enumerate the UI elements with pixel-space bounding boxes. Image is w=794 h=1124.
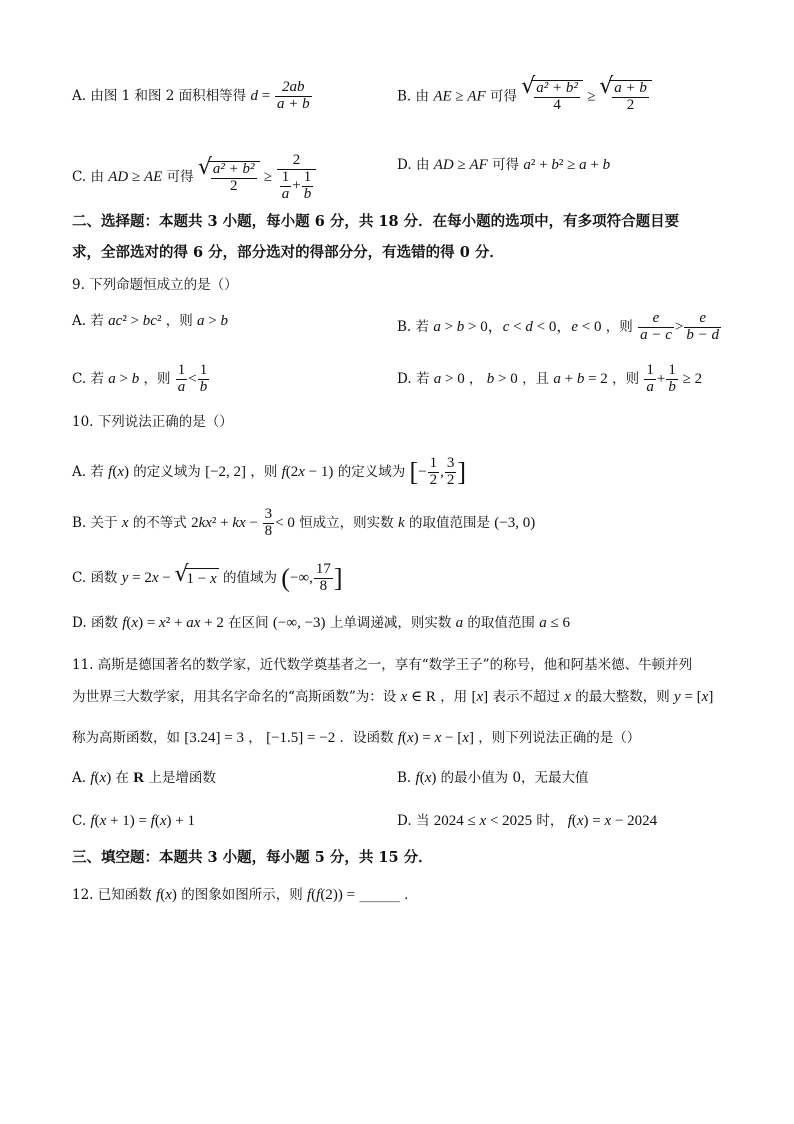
q11-option-d[interactable]: D. 当 2024 ≤ x < 2025 时， f(x) = x − 2024 xyxy=(397,813,658,829)
q8-option-c[interactable]: C. 由 AD ≥ AE 可得 √ $\frac{\text{a² + b²}}{2}$ ≥ 2 $\frac{1}{a}$ + $\frac{1}{b}$ xyxy=(72,153,317,202)
section-2-heading-line-1: 二、选择题：本题共 3 小题，每小题 6 分，共 18 分．在每小题的选项中，有多项符合题目要 xyxy=(72,213,680,230)
section-2-heading-line-2: 求，全部选对的得 6 分，部分选对的得部分分，有选错的得 0 分． xyxy=(72,244,504,261)
q11-stem-line-2: 为世界三大数学家，用其名字命名的“高斯函数”为：设 x ∈ R ，用 [x] 表示不超过 x 的最大整数，则 y = [x] xyxy=(72,689,714,705)
q11-option-a[interactable]: A. f(x) 在 R 上是增函数 xyxy=(72,770,216,786)
q8-option-b[interactable]: B. 由 AE ≥ AF 可得 √ $\frac{\text{a² + b²}}{4}$ ≥ √ $\frac{a + b}{2}$ xyxy=(397,80,652,114)
q11-stem-line-1: 11. 高斯是德国著名的数学家，近代数学奠基者之一，享有“数学王子”的称号，他和阿基米德、牛顿并列 xyxy=(72,657,693,673)
q8-option-d[interactable]: D. 由 AD ≥ AF 可得 a² + b² ≥ a + b xyxy=(397,157,611,173)
q9-stem: 9. 下列命题恒成立的是（） xyxy=(72,277,238,293)
q10-option-d[interactable]: D. 函数 f(x) = x² + ax + 2 在区间 (−∞, −3) 上单调递减，则实数 a 的取值范围 a ≤ 6 xyxy=(72,615,570,631)
q9-option-b[interactable]: B. 若 a > b > 0，c < d < 0，e < 0 ，则 $\frac{e}{a - c}$ > $\frac{e}{b - d}$ xyxy=(397,310,719,343)
q10-option-c[interactable]: C. 函数 y = 2x − √ 1 − x 的值域为 (−∞, $\frac{17}{8}$ ] xyxy=(72,562,343,595)
q10-option-b[interactable]: B. 关于 x 的不等式 2kx² + kx − $\frac{3}{8}$ < 0 恒成立，则实数 k 的取值范围是 (−3, 0) xyxy=(72,506,536,539)
q9-option-a[interactable]: A. 若 ac² > bc² ，则 a > b xyxy=(72,313,229,329)
q10-stem: 10. 下列说法正确的是（） xyxy=(72,414,233,430)
q11-stem-line-3: 称为高斯函数，如 [3.24] = 3 ， [−1.5] = −2 ．设函数 f(x) = x − [x] ，则下列说法正确的是（） xyxy=(72,730,641,746)
q9-option-c[interactable]: C. 若 a > b ，则 $\frac{1}{a}$ < $\frac{1}{b}$ xyxy=(72,362,208,395)
q10-option-a[interactable]: A. 若 f(x) 的定义域为 [−2, 2] ，则 f(2x − 1) 的定义域为 [− $\frac{1}{2}$ , $\frac{3}{2}$ ] xyxy=(72,455,467,488)
q11-option-b[interactable]: B. f(x) 的最小值为 0，无最大值 xyxy=(397,770,589,786)
q12-stem: 12. 已知函数 f(x) 的图象如图所示，则 f(f(2)) = ______ ． xyxy=(72,887,418,903)
q12-answer-blank[interactable]: ______ xyxy=(359,887,400,903)
q11-option-c[interactable]: C. f(x + 1) = f(x) + 1 xyxy=(72,813,196,829)
q9-option-d[interactable]: D. 若 a > 0 ， b > 0 ，且 a + b = 2 ，则 $\frac{1}{a}$ + $\frac{1}{b}$ ≥ 2 xyxy=(397,362,703,395)
section-3-heading: 三、填空题：本题共 3 小题，每小题 5 分，共 15 分． xyxy=(72,849,433,866)
q8-option-a[interactable]: A. 由图 1 和图 2 面积相等得 d = $\frac{2ab}{a + b}$ xyxy=(72,79,310,112)
